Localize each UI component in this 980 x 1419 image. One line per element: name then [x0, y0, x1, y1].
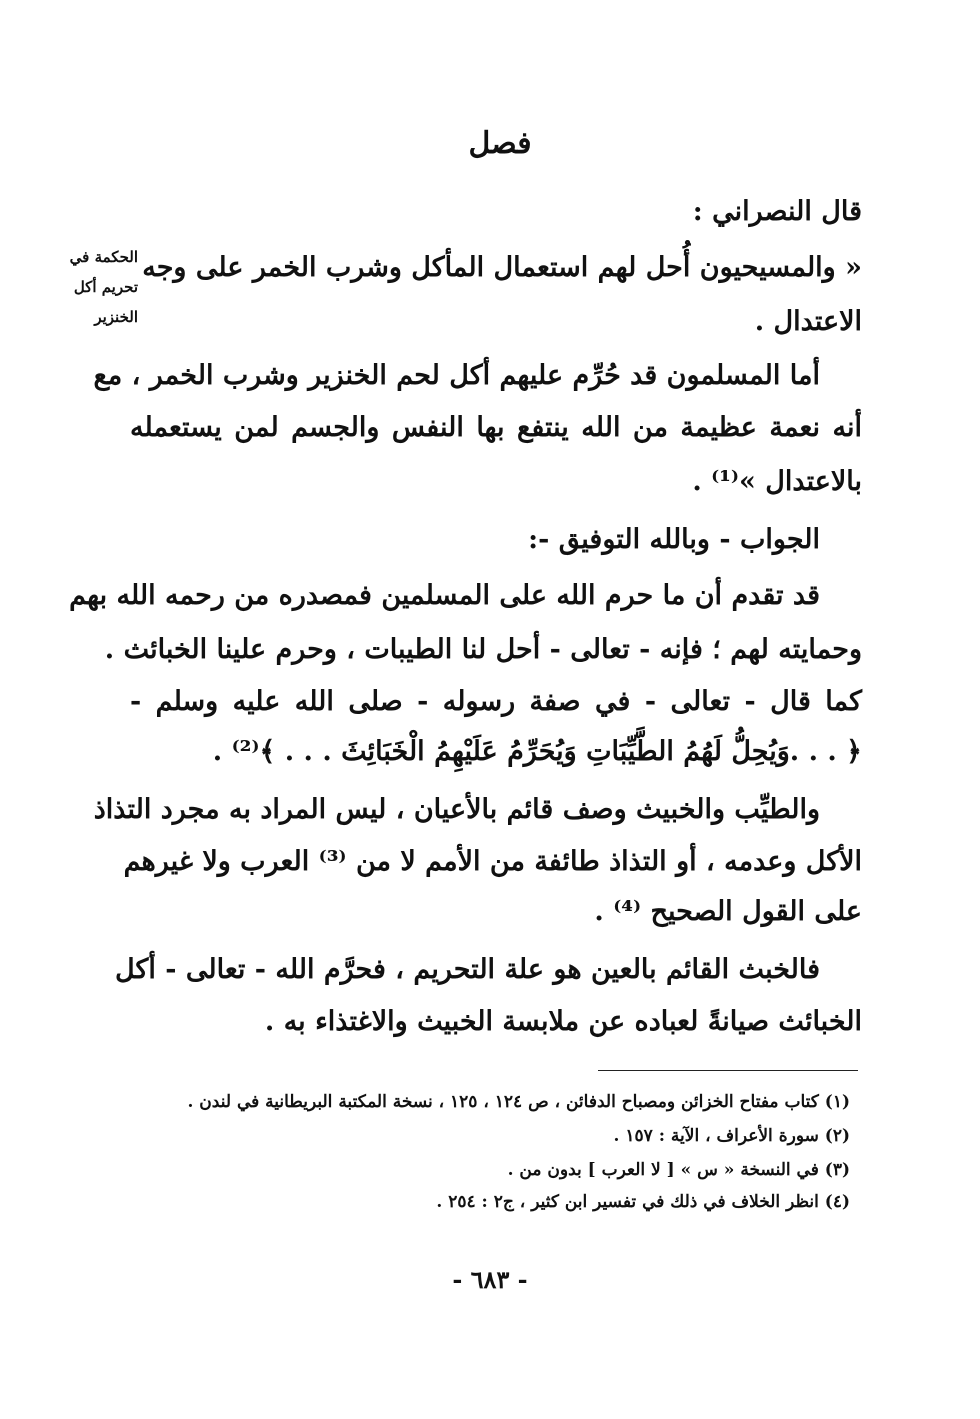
text-line-4: أما المسلمون قد حُرِّم عليهم أكل لحم الخنزير وشرب الخمر ، مع	[93, 360, 820, 391]
text-line-13: الأكل وعدمه ، أو التذاذ طائفة من الأمم لا من ⁽³⁾ العرب ولا غيرهم	[123, 846, 862, 877]
margin-note-line-2: تحريم أكل	[73, 278, 138, 296]
footnote-separator	[598, 1070, 858, 1071]
section-heading: فصل	[468, 126, 532, 161]
footnote-2: (٢) سورة الأعراف ، الآية : ١٥٧ .	[613, 1126, 850, 1146]
text-line-10: كما قال - تعالى - في صفة رسوله - صلى الله عليه وسلم -	[130, 686, 862, 717]
text-line-1: قال النصراني :	[692, 196, 862, 227]
text-line-16: الخبائث صيانةً لعباده عن ملابسة الخبيث والاغتذاء به .	[264, 1006, 862, 1037]
text-line-14: على القول الصحيح ⁽⁴⁾ .	[594, 896, 862, 927]
footnote-4: (٤) انظر الخلاف في ذلك في تفسير ابن كثير ، ج٢ : ٢٥٤ .	[436, 1192, 850, 1212]
text-line-7: الجواب - وبالله التوفيق -:	[528, 524, 820, 555]
text-line-9: وحمايته لهم ؛ فإنه - تعالى - أحل لنا الطيبات ، وحرم علينا الخبائث .	[104, 634, 862, 665]
quran-verse-line: ﴿ . . .وَيُحِلُّ لَهُمُ الطَّيِّبَاتِ وَيُحَرِّمُ عَلَيْهِمُ الْخَبَائِثَ . . . ﴾⁽²⁾ .	[212, 736, 862, 767]
page-number: - ٦٨٣ -	[452, 1265, 528, 1294]
text-line-6: بالاعتدال »⁽¹⁾ .	[692, 466, 862, 497]
text-line-3: الاعتدال .	[754, 306, 862, 337]
text-line-2: « والمسيحيون أُحل لهم استعمال المأكل وشرب الخمر على وجه	[142, 252, 862, 283]
text-line-5: أنه نعمة عظيمة من الله ينتفع بها النفس والجسم لمن يستعمله	[130, 412, 862, 443]
text-line-8: قد تقدم أن ما حرم الله على المسلمين فمصدره من رحمه الله بهم	[69, 580, 820, 611]
margin-note-line-1: الحكمة في	[69, 248, 138, 266]
margin-note-line-3: الخنزير	[94, 308, 138, 326]
footnote-1: (١) كتاب مفتاح الخزائن ومصباح الدفائن ، ص ١٢٤ ، ١٢٥ ، نسخة المكتبة البريطانية في لندن .	[187, 1092, 850, 1112]
footnote-3: (٣) في النسخة « س » [ لا العرب ] بدون من .	[507, 1160, 850, 1180]
text-line-12: والطيِّب والخبيث وصف قائم بالأعيان ، ليس المراد به مجرد التذاذ	[93, 794, 820, 825]
text-line-15: فالخبث القائم بالعين هو علة التحريم ، فحرَّم الله - تعالى - أكل	[115, 954, 820, 985]
